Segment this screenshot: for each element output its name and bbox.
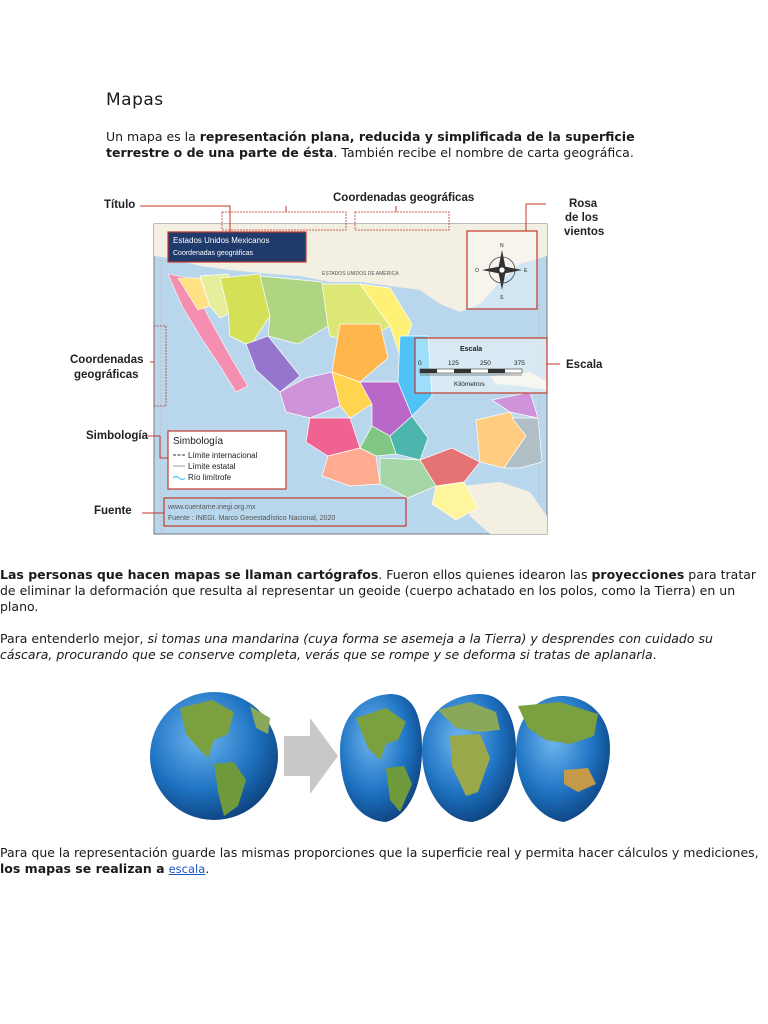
scale-tick-375: 375 <box>514 360 525 367</box>
label-titulo: Título <box>104 199 136 211</box>
compass-s: S <box>500 295 504 301</box>
label-rosa-3: vientos <box>564 226 605 238</box>
p3-text: Para que la representación guarde las mismas proporciones que la superficie real y permita hacer cálculos y mediciones, <box>0 845 759 860</box>
p3-bold: los mapas se realizan a <box>0 861 165 876</box>
mandarin-paragraph <box>0 631 768 663</box>
escala-link[interactable]: escala <box>168 862 206 876</box>
source-url: www.cuentame.inegi.org.mx <box>168 504 256 511</box>
label-coordenadas-left-1: Coordenadas <box>70 354 144 366</box>
intro-text: Un mapa es la <box>106 129 200 144</box>
globe-projection-figure <box>150 688 620 826</box>
p2-italic: si tomas una mandarina (cuya forma se asemeja a la Tierra) y desprendes con cuidado su cáscara, procurando que se conserve completa, verás que se rompe y se deforma si tratas de aplanarla <box>0 631 713 662</box>
compass-n: N <box>500 243 504 249</box>
label-coordenadas-left-2: geográficas <box>74 369 139 381</box>
scale-paragraph <box>0 845 768 877</box>
p2-text-end: . <box>652 647 657 662</box>
map-title-line1: Estados Unidos Mexicanos <box>173 236 270 245</box>
intro-text-end: . También recibe el nombre de carta geográfica. <box>333 145 634 160</box>
compass-e: E <box>524 268 528 274</box>
label-rosa-2: de los <box>565 212 599 224</box>
scale-unit: Kilómetros <box>454 381 485 388</box>
cartographers-paragraph <box>0 567 768 615</box>
arrow-right-icon <box>284 718 338 794</box>
cartographers-bold: Las personas que hacen mapas se llaman cartógrafos <box>0 567 379 582</box>
scale-tick-250: 250 <box>480 360 491 367</box>
label-rosa-1: Rosa <box>569 198 598 210</box>
p1-text: . Fueron ellos quienes idearon las <box>378 567 592 582</box>
legend-item-3: Río limítrofe <box>188 473 232 482</box>
label-escala: Escala <box>566 359 603 371</box>
compass-o: O <box>475 268 479 274</box>
mexico-map-figure <box>60 186 620 538</box>
legend-item-2: Límite estatal <box>188 462 236 471</box>
label-coordenadas-top: Coordenadas geográficas <box>333 192 475 204</box>
p3-period: . <box>205 861 210 876</box>
map-title-line2: Coordenadas geográficas <box>173 250 254 257</box>
scale-tick-125: 125 <box>448 360 459 367</box>
interrupted-projection-icon <box>340 694 610 822</box>
scale-title: Escala <box>460 346 483 353</box>
p1-text-end: para tratar de eliminar la deformación que resulta al representar un geoide (cuerpo achatado en los polos, como la Tierra) en un plano. <box>0 567 757 614</box>
scale-tick-0: 0 <box>418 360 422 367</box>
globe-icon <box>150 692 278 820</box>
projections-bold: proyecciones <box>591 567 685 582</box>
usa-label: ESTADOS UNIDOS DE AMÉRICA <box>322 271 399 277</box>
label-fuente: Fuente <box>94 505 132 517</box>
intro-bold: representación plana, reducida y simplificada de la superficie terrestre o de una parte de ésta <box>106 129 635 160</box>
page-title: Mapas <box>106 90 164 110</box>
p2-text: Para entenderlo mejor, <box>0 631 148 646</box>
legend-title: Simbología <box>173 436 224 447</box>
label-simbologia: Simbología <box>86 430 148 442</box>
legend-item-1: Límite internacional <box>188 451 258 460</box>
source-text: Fuente : INEGI. Marco Geoestadístico Nacional, 2020 <box>168 515 336 522</box>
intro-paragraph <box>106 129 666 161</box>
